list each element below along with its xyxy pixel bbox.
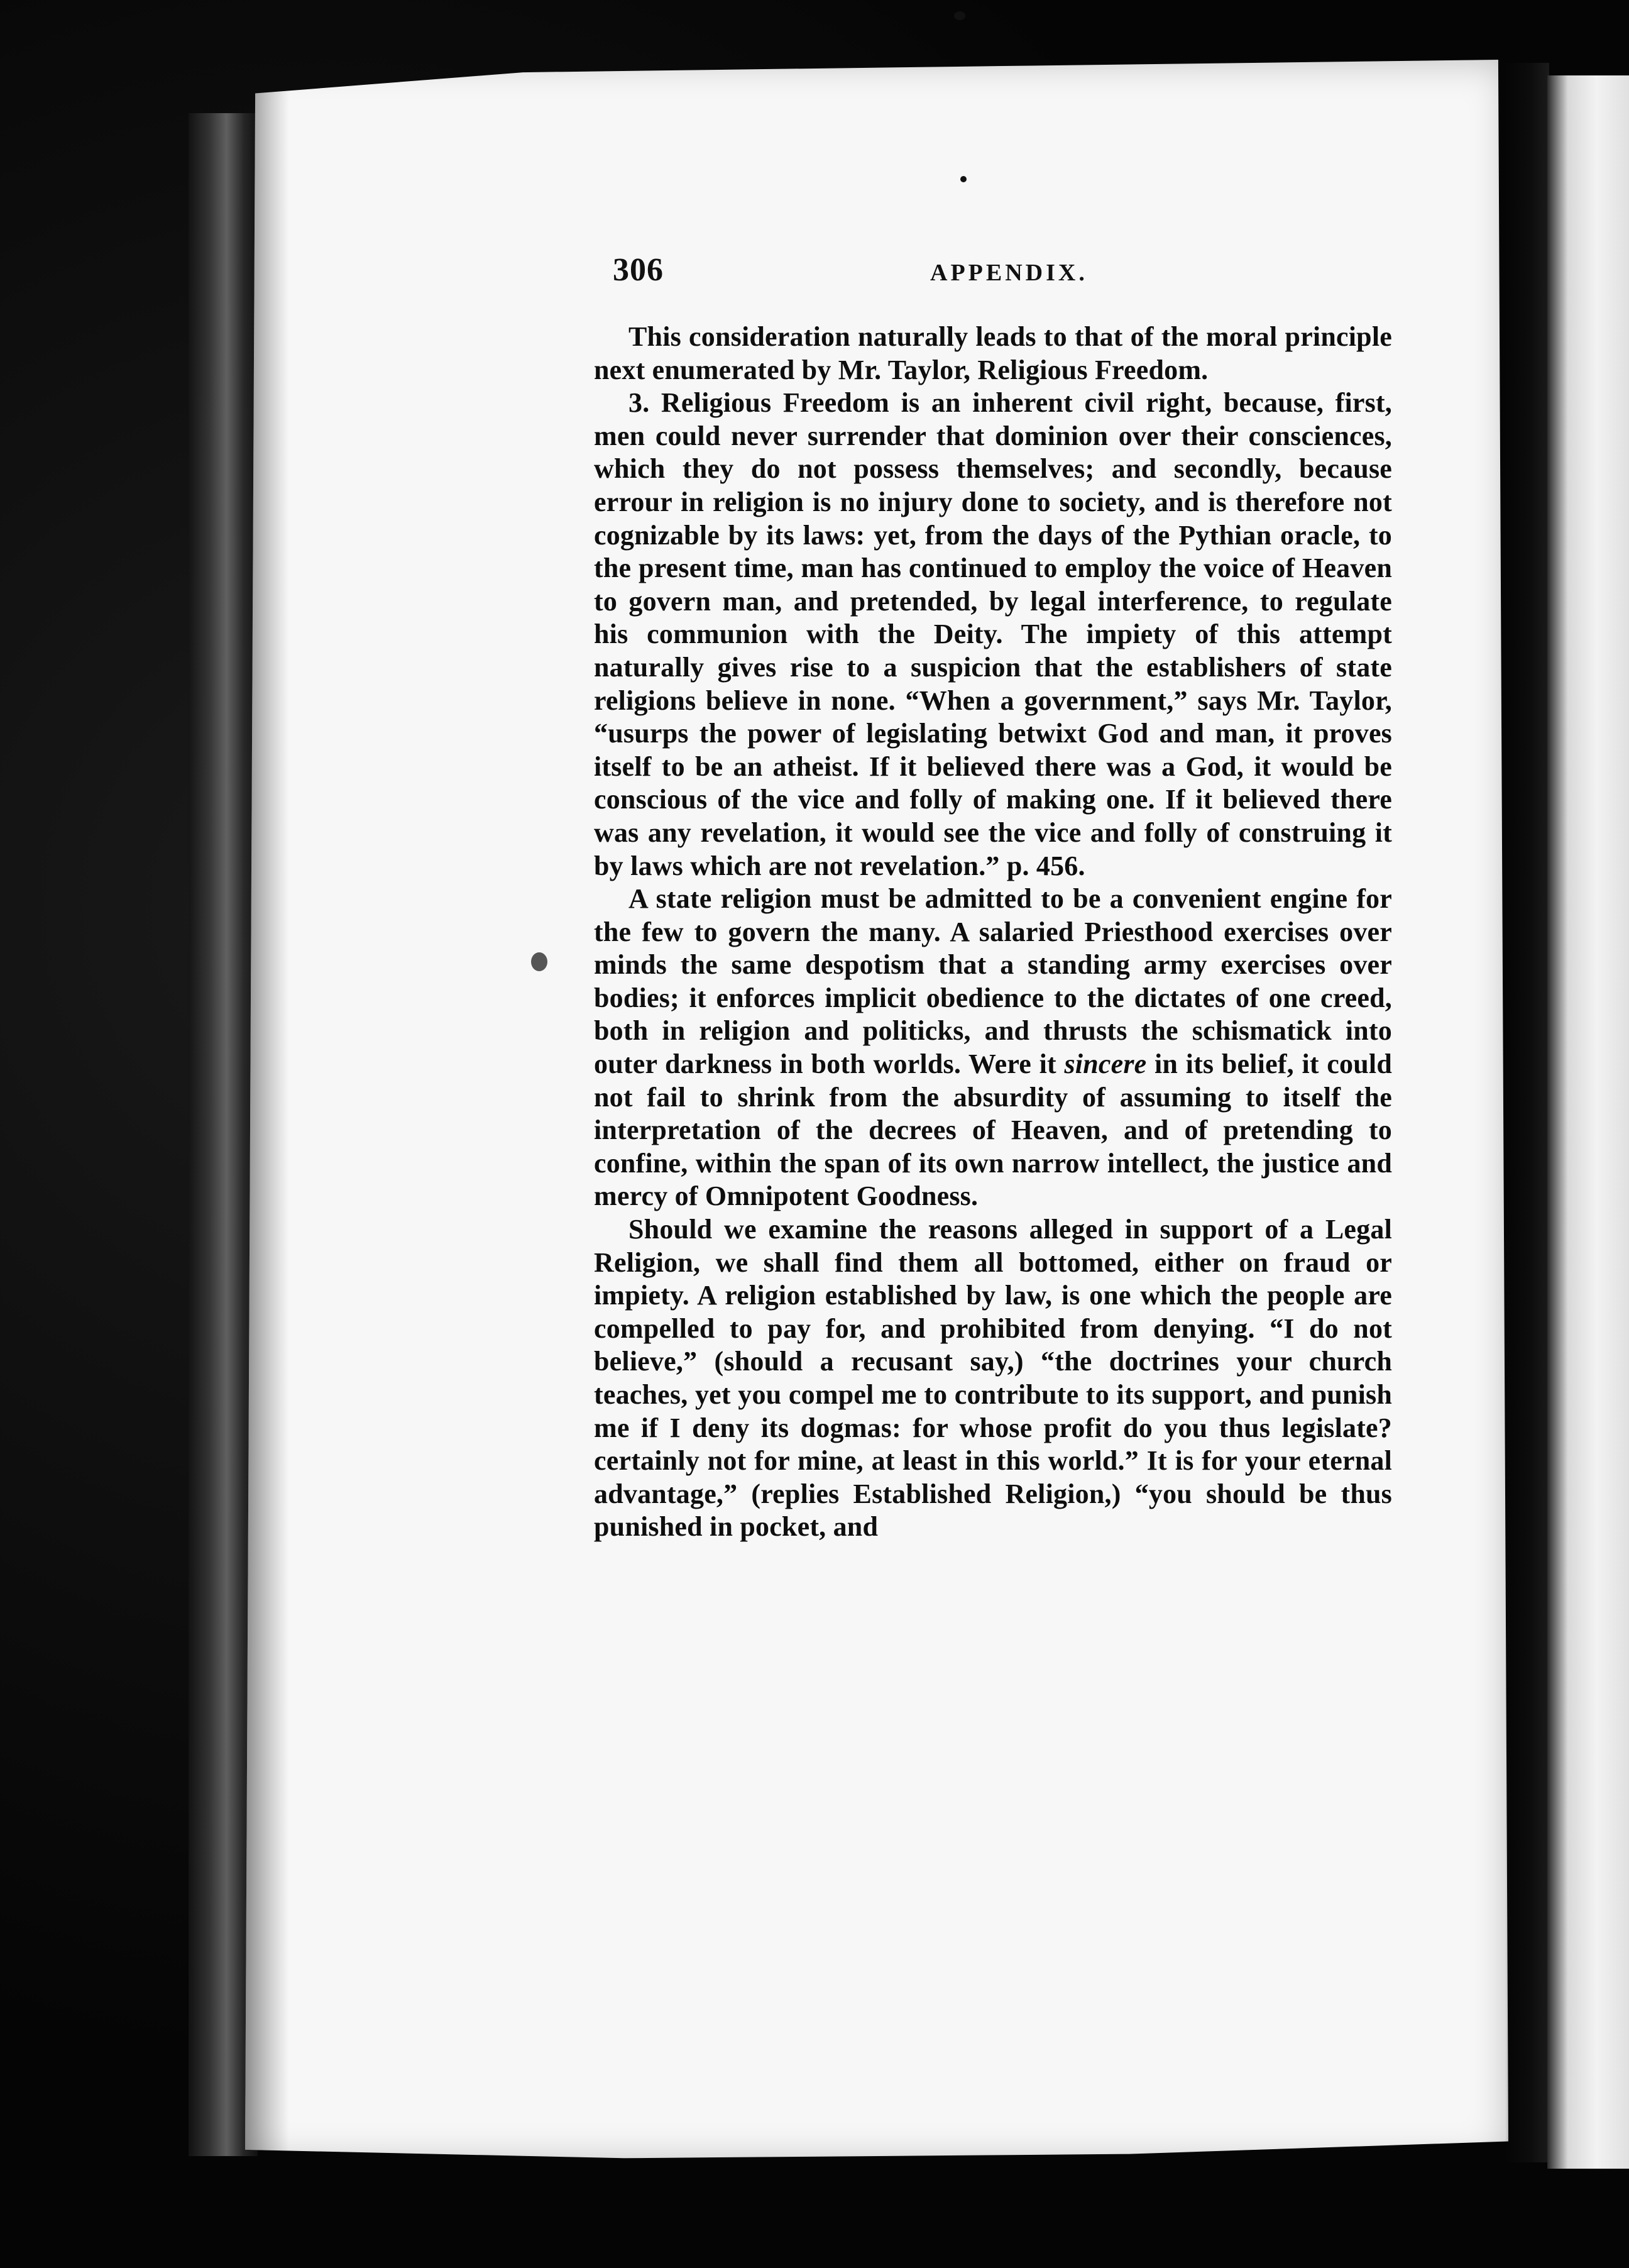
adjacent-page-edge — [1547, 75, 1629, 2169]
emphasized-word: sincere — [1064, 1049, 1147, 1080]
paragraph: This consideration naturally leads to that of the moral principle next enumerated by Mr. Taylor, Religious Freedom. — [594, 321, 1392, 385]
paragraph: Should we examine the reasons alleged in support of a Legal Religion, we shall find them all bottomed, either on fraud or impiety. A religion established by law, is one which the people are compelled to pay for, and prohibited from denying. “I do not believe,” (should a recusant say,) “the doctrines your church teaches, yet you compel me to contribute to its support, and punish me if I deny its dogmas: for whose profit do you thus legislate? certainly not for mine, at least in this world.” It is for your eternal advantage,” (replies Established Religion,) “you should be thus punished in pocket, and — [594, 1214, 1392, 1543]
ink-speck — [954, 11, 965, 20]
body-text — [594, 321, 1392, 1544]
paragraph: 3. Religious Freedom is an inherent civil right, because, first, men could never surrender that dominion over their consciences, which they do not possess themselves; and secondly, because errour in religion is no injury done to society, and is therefore not cognizable by its laws: yet, from the days of the Pythian oracle, to the present time, man has continued to employ the voice of Heaven to govern man, and pretended, by legal interference, to regulate his communion with the Deity. The impiety of this attempt naturally gives rise to a suspicion that the establishers of state religions believe in none. “When a government,” says Mr. Taylor, “usurps the power of legislating betwixt God and man, it proves itself to be an atheist. If it believed there was a God, it would be conscious of the vice and folly of making one. If it believed there was any revelation, it would see the vice and folly of construing it by laws which are not revelation.” p. 456. — [594, 387, 1392, 881]
ink-speck — [531, 952, 547, 971]
paragraph-text: in its belief, it could not fail to shrink from the absurdity of assuming to itself the interpretation of the decrees of Heaven, and of pretending to confine, within the span of its own narrow intellect, the justice and mercy of Omnipotent Goodness. — [594, 1049, 1393, 1212]
page-header — [613, 251, 1392, 302]
page-number: 306 — [613, 252, 664, 288]
running-head: APPENDIX. — [930, 260, 1088, 286]
paragraph-text: A state religion must be admitted to be a convenient engine for the few to govern the many. A salaried Priesthood exercises over minds the same despotism that a standing army exercises over bodies; it enforces implicit obedience to the dictates of one creed, both in religion and politicks, and thrusts the schismatick into outer darkness in both worlds. Were it — [594, 883, 1392, 1080]
page-gutter-shadow — [1505, 63, 1549, 2162]
ink-speck — [960, 176, 967, 182]
paragraph — [594, 883, 1392, 1213]
